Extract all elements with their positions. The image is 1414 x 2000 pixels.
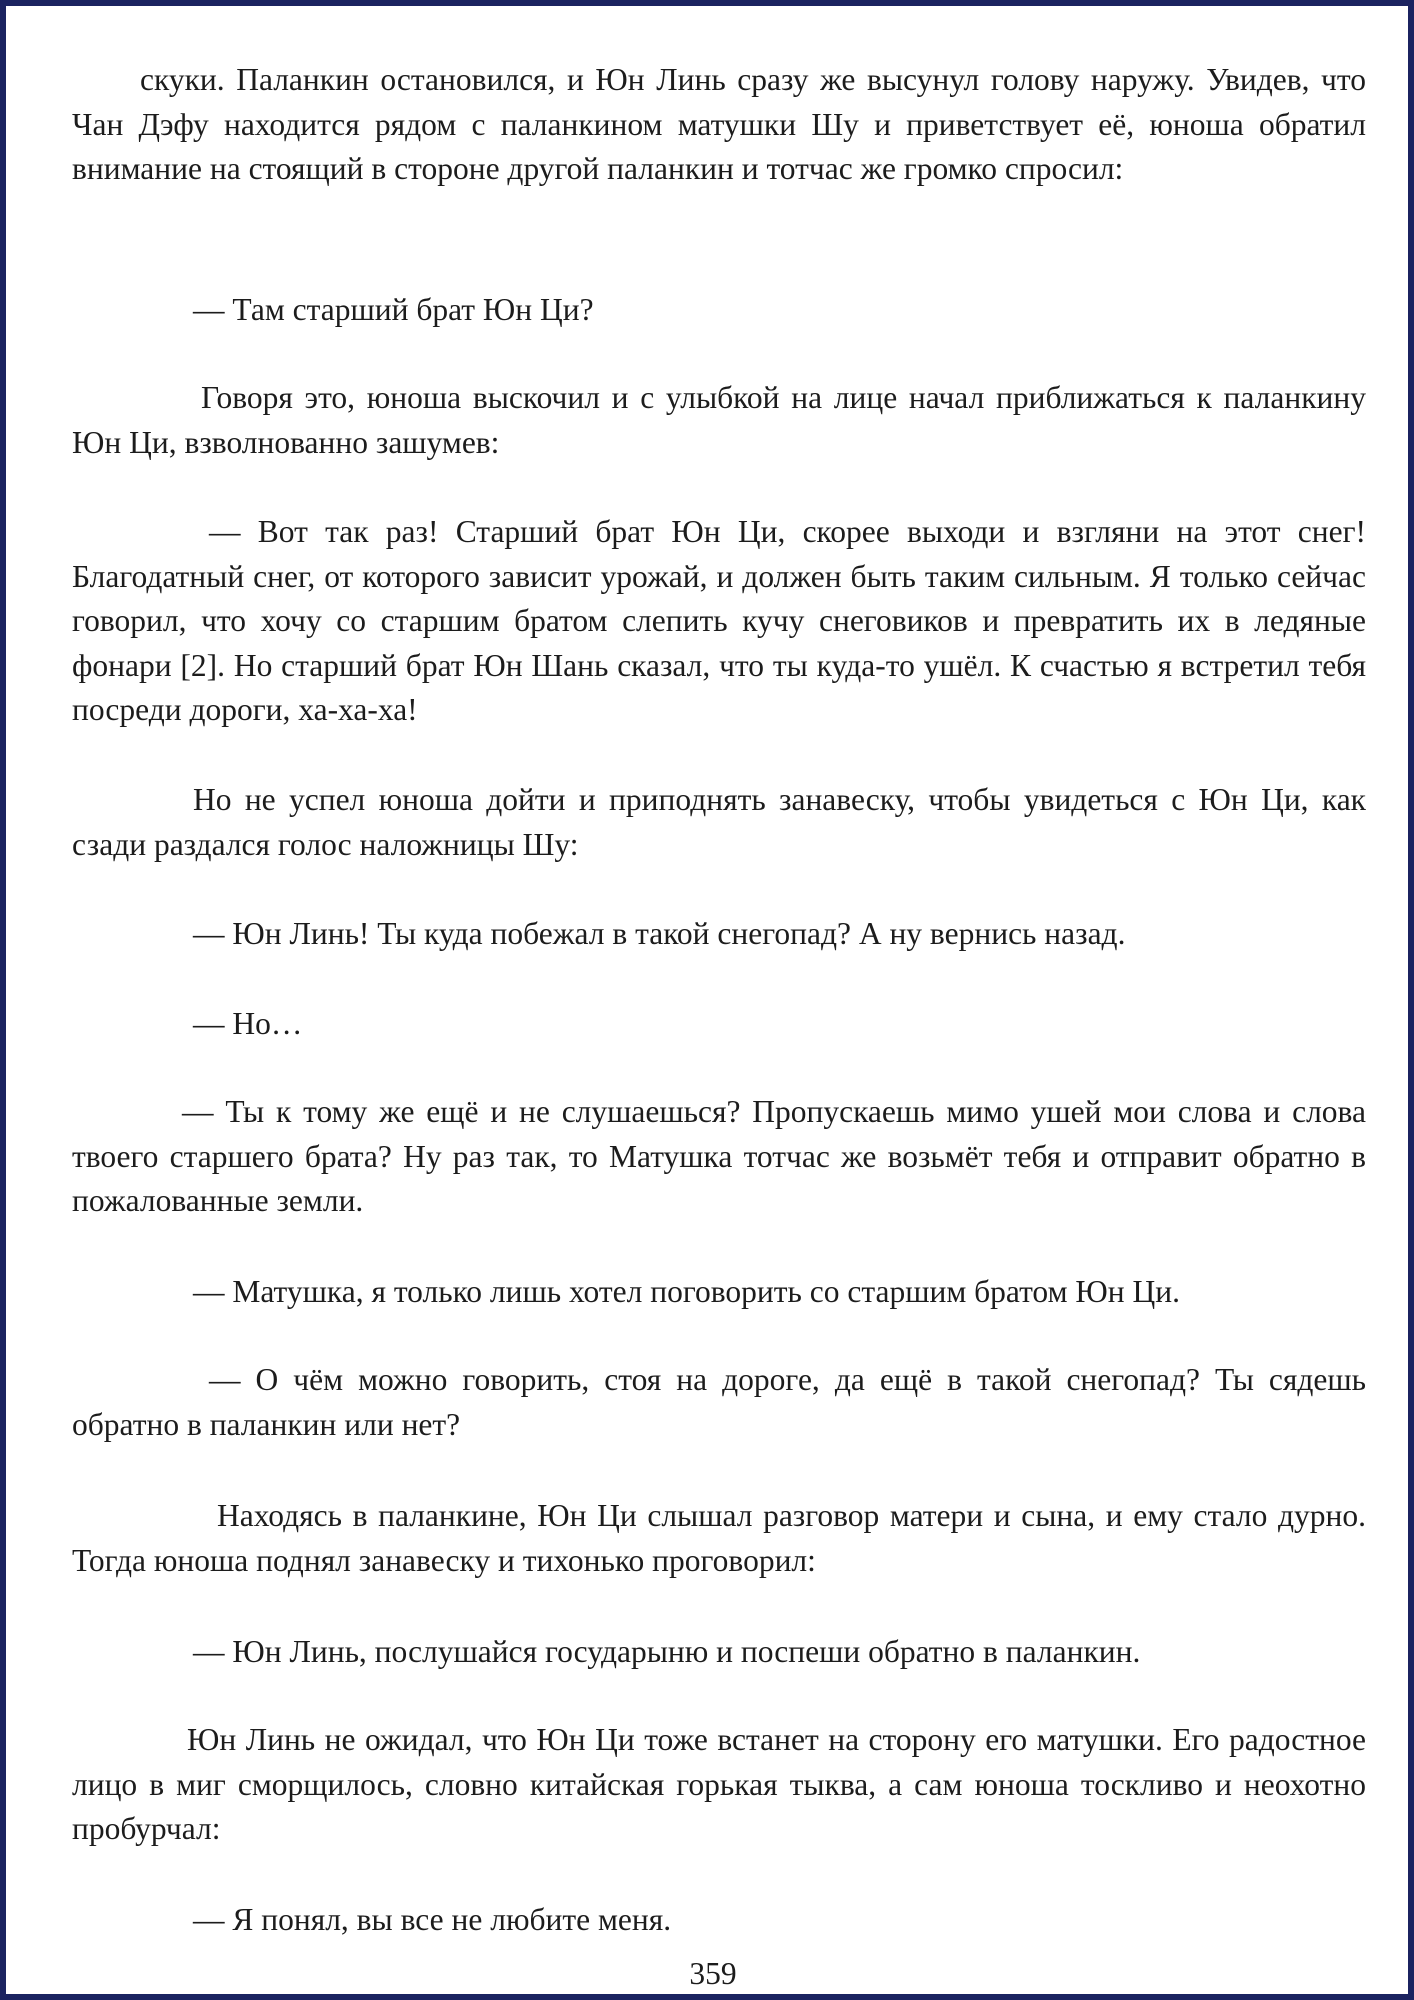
- page-number: 359: [689, 1956, 737, 1991]
- paragraph: — Но…: [193, 1006, 303, 1041]
- paragraph: Юн Линь не ожидал, что Юн Ци тоже встанет на сторону его матушки. Его радостное лицо в миг сморщилось, словно китайская горькая тыква, а сам юноша тоскливо и неохотно пробурчал:: [72, 1722, 1366, 1846]
- paragraph: — Юн Линь! Ты куда побежал в такой снегопад? А ну вернись назад.: [193, 916, 1126, 951]
- paragraph: — Юн Линь, послушайся государыню и поспеши обратно в паланкин.: [193, 1634, 1141, 1669]
- paragraph: — Я понял, вы все не любите меня.: [193, 1902, 672, 1937]
- paragraph: — Вот так раз! Старший брат Юн Ци, скорее выходи и взгляни на этот снег! Благодатный снег, от которого зависит урожай, и должен быть таким сильным. Я только сейчас говорил, что хочу со старшим братом слепить кучу снеговиков и превратить их в ледяные фонари [2]. Но старший брат Юн Шань сказал, что ты куда-то ушёл. К счастью я встретил тебя посреди дороги, ха-ха-ха!: [72, 514, 1366, 727]
- paragraph: Находясь в паланкине, Юн Ци слышал разговор матери и сына, и ему стало дурно. Тогда юноша поднял занавеску и тихонько проговорил:: [72, 1498, 1366, 1578]
- paragraph: — Там старший брат Юн Ци?: [193, 292, 594, 327]
- page-text-body: [72, 6, 1366, 2000]
- paragraph: — Матушка, я только лишь хотел поговорить со старшим братом Юн Ци.: [193, 1274, 1180, 1309]
- paragraph: скуки. Паланкин остановился, и Юн Линь сразу же высунул голову наружу. Увидев, что Чан Дэфу находится рядом с паланкином матушки Шу и приветствует её, юноша обратил внимание на стоящий в стороне другой паланкин и тотчас же громко спросил:: [72, 62, 1366, 186]
- paragraph: Но не успел юноша дойти и приподнять занавеску, чтобы увидеться с Юн Ци, как сзади раздался голос наложницы Шу:: [72, 782, 1366, 862]
- paragraph: Говоря это, юноша выскочил и с улыбкой на лице начал приближаться к паланкину Юн Ци, взволнованно зашумев:: [72, 380, 1366, 460]
- paragraph: — О чём можно говорить, стоя на дороге, да ещё в такой снегопад? Ты сядешь обратно в паланкин или нет?: [72, 1362, 1366, 1442]
- paragraph: — Ты к тому же ещё и не слушаешься? Пропускаешь мимо ушей мои слова и слова твоего старшего брата? Ну раз так, то Матушка тотчас же возьмёт тебя и отправит обратно в пожалованные земли.: [72, 1094, 1366, 1218]
